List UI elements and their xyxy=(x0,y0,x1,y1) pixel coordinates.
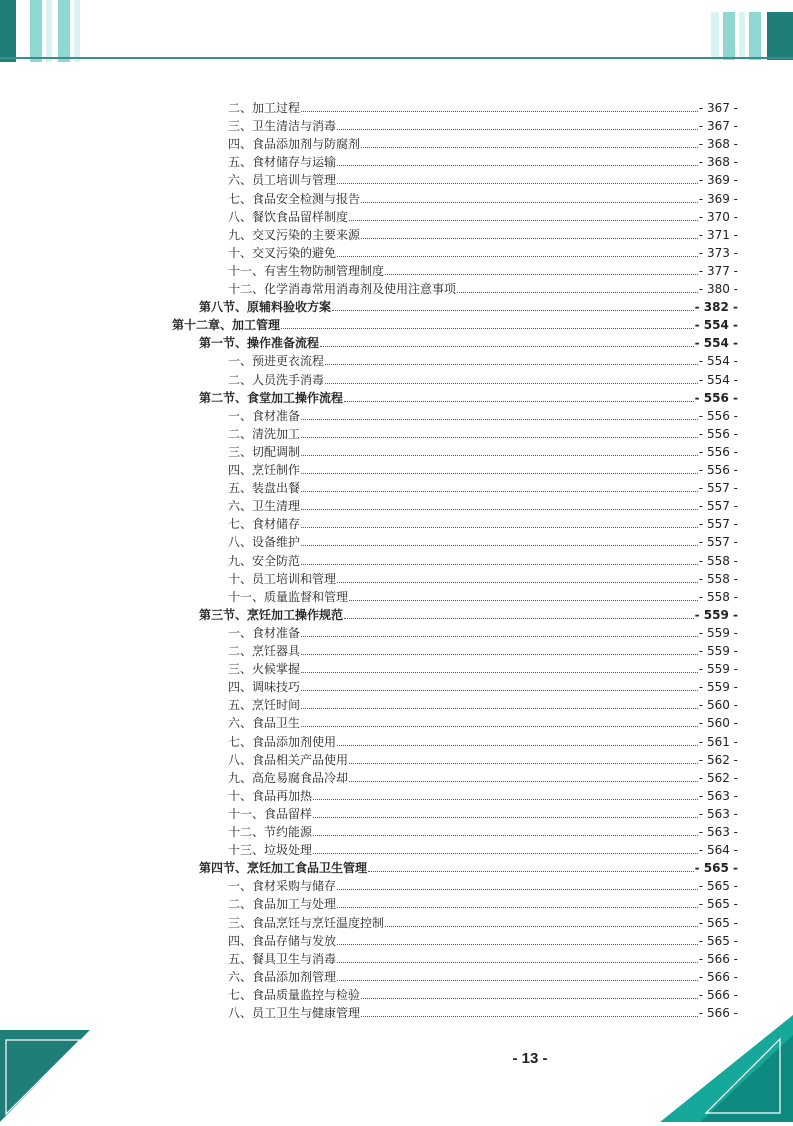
toc-entry-title: 第三节、烹饪加工操作规范 xyxy=(199,607,344,622)
toc-entry-title: 二、食品加工与处理 xyxy=(228,897,337,912)
toc-entry-title: 四、食品添加剂与防腐剂 xyxy=(228,137,361,152)
toc-dot-leader xyxy=(368,870,694,872)
toc-entry-title: 二、人员洗手消毒 xyxy=(228,372,325,387)
header-rule xyxy=(0,57,793,59)
toc-entry-page: - 560 - xyxy=(698,716,738,731)
toc-entry-title: 三、火候掌握 xyxy=(228,662,301,677)
toc-entry[interactable] xyxy=(228,912,738,930)
toc-dot-leader xyxy=(301,725,698,727)
toc-entry[interactable] xyxy=(228,459,738,477)
toc-entry-title: 五、餐具卫生与消毒 xyxy=(228,951,337,966)
toc-dot-leader xyxy=(313,798,698,800)
toc-entry-page: - 377 - xyxy=(698,263,738,278)
toc-dot-leader xyxy=(337,888,698,890)
toc-entry[interactable] xyxy=(228,151,738,169)
toc-entry-title: 一、食材采购与储存 xyxy=(228,879,337,894)
toc-entry-title: 二、烹饪器具 xyxy=(228,644,301,658)
toc-entry[interactable] xyxy=(228,260,738,278)
toc-entry-page: - 565 - xyxy=(694,861,738,876)
toc-entry[interactable] xyxy=(228,712,738,730)
toc-entry-page: - 556 - xyxy=(694,390,738,405)
toc-dot-leader xyxy=(344,617,694,619)
header-decoration-right xyxy=(705,12,793,60)
toc-entry-page: - 557 - xyxy=(698,481,738,496)
toc-entry-title: 十二、节约能源 xyxy=(228,825,313,839)
toc-entry-page: - 563 - xyxy=(698,788,738,803)
toc-entry[interactable] xyxy=(228,586,738,604)
toc-entry-title: 第四节、烹饪加工食品卫生管理 xyxy=(199,861,368,876)
toc-entry-page: - 556 - xyxy=(698,408,738,423)
toc-entry-title: 十、食品再加热 xyxy=(228,788,313,803)
toc-entry-title: 八、餐饮食品留样制度 xyxy=(228,209,349,224)
toc-entry[interactable] xyxy=(172,314,738,332)
toc-entry-title: 十一、质量监督和管理 xyxy=(228,589,349,604)
toc-entry[interactable] xyxy=(228,115,738,133)
toc-entry-page: - 369 - xyxy=(698,191,738,206)
toc-entry-title: 三、食品烹饪与烹饪温度控制 xyxy=(228,915,385,930)
toc-entry-page: - 367 - xyxy=(698,101,738,115)
toc-dot-leader xyxy=(361,997,698,999)
toc-entry-title: 十、员工培训和管理 xyxy=(228,571,337,586)
toc-dot-leader xyxy=(349,219,698,221)
toc-entry-title: 九、高危易腐食品冷却 xyxy=(228,770,349,785)
toc-entry-title: 四、食品存储与发放 xyxy=(228,933,337,948)
toc-entry-page: - 558 - xyxy=(698,553,738,568)
toc-entry-title: 七、食材储存 xyxy=(228,517,301,532)
toc-entry-page: - 554 - xyxy=(698,354,738,369)
toc-entry-page: - 554 - xyxy=(698,372,738,387)
toc-entry-page: - 382 - xyxy=(694,300,738,315)
toc-entry-page: - 556 - xyxy=(698,463,738,477)
toc-entry-title: 二、加工过程 xyxy=(228,101,301,115)
toc-entry-page: - 563 - xyxy=(698,825,738,839)
toc-entry[interactable] xyxy=(228,839,738,857)
toc-dot-leader xyxy=(385,925,698,927)
toc-entry-page: - 556 - xyxy=(698,444,738,459)
toc-entry-title: 第十二章、加工管理 xyxy=(172,318,281,333)
toc-entry-page: - 554 - xyxy=(694,336,738,351)
toc-entry-title: 一、食材准备 xyxy=(228,408,301,423)
toc-entry-title: 六、卫生清理 xyxy=(228,499,301,514)
toc-entry-page: - 559 - xyxy=(698,625,738,640)
toc-dot-leader xyxy=(337,581,698,583)
toc-entry-page: - 557 - xyxy=(698,499,738,514)
toc-entry-title: 八、食品相关产品使用 xyxy=(228,752,349,767)
toc-dot-leader xyxy=(301,635,698,637)
toc-entry[interactable] xyxy=(228,531,738,549)
toc-entry[interactable] xyxy=(228,749,738,767)
toc-entry[interactable] xyxy=(228,369,738,387)
toc-entry-page: - 557 - xyxy=(698,535,738,550)
toc-entry-page: - 566 - xyxy=(698,951,738,966)
toc-dot-leader xyxy=(301,110,698,112)
toc-entry[interactable] xyxy=(228,97,738,115)
toc-dot-leader xyxy=(301,544,698,546)
toc-entry-page: - 556 - xyxy=(698,426,738,441)
toc-entry[interactable] xyxy=(228,278,738,296)
toc-entry-title: 二、清洗加工 xyxy=(228,426,301,441)
toc-dot-leader xyxy=(337,744,698,746)
toc-dot-leader xyxy=(301,508,698,510)
toc-entry[interactable] xyxy=(199,332,738,350)
toc-dot-leader xyxy=(325,363,698,365)
toc-entry-page: - 566 - xyxy=(698,969,738,984)
toc-dot-leader xyxy=(301,490,698,492)
toc-entry-page: - 562 - xyxy=(698,770,738,785)
toc-entry-page: - 560 - xyxy=(698,698,738,713)
toc-entry[interactable] xyxy=(228,948,738,966)
toc-dot-leader xyxy=(337,943,698,945)
toc-entry-title: 四、调味技巧 xyxy=(228,680,301,695)
toc-dot-leader xyxy=(349,762,698,764)
toc-dot-leader xyxy=(361,1015,698,1017)
toc-entry-title: 十二、化学消毒常用消毒剂及使用注意事项 xyxy=(228,282,457,296)
toc-entry-title: 五、装盘出餐 xyxy=(228,481,301,496)
toc-dot-leader xyxy=(332,309,694,311)
toc-entry[interactable] xyxy=(199,857,738,875)
toc-entry[interactable] xyxy=(228,188,738,206)
toc-entry[interactable] xyxy=(228,893,738,911)
toc-entry[interactable] xyxy=(228,224,738,242)
toc-dot-leader xyxy=(361,146,698,148)
toc-entry[interactable] xyxy=(228,676,738,694)
toc-entry[interactable] xyxy=(228,423,738,441)
toc-entry-page: - 367 - xyxy=(698,119,738,134)
toc-entry[interactable] xyxy=(228,875,738,893)
toc-entry-title: 一、食材准备 xyxy=(228,625,301,640)
toc-entry[interactable] xyxy=(228,513,738,531)
toc-dot-leader xyxy=(325,382,698,384)
toc-entry-title: 六、员工培训与管理 xyxy=(228,173,337,188)
toc-entry-page: - 559 - xyxy=(698,680,738,695)
toc-dot-leader xyxy=(320,345,694,347)
toc-entry-page: - 564 - xyxy=(698,843,738,858)
toc-entry[interactable] xyxy=(228,803,738,821)
toc-entry-page: - 373 - xyxy=(698,245,738,260)
toc-entry-title: 一、预进更衣流程 xyxy=(228,354,325,369)
toc-entry-title: 九、交叉污染的主要来源 xyxy=(228,227,361,242)
toc-entry-title: 九、安全防范 xyxy=(228,553,301,568)
toc-entry-title: 四、烹饪制作 xyxy=(228,463,301,477)
toc-dot-leader xyxy=(337,906,698,908)
toc-entry-page: - 566 - xyxy=(698,987,738,1002)
toc-entry-page: - 557 - xyxy=(698,517,738,532)
toc-entry-page: - 558 - xyxy=(698,589,738,604)
toc-dot-leader xyxy=(344,400,694,402)
toc-dot-leader xyxy=(313,816,698,818)
toc-entry-title: 七、食品添加剂使用 xyxy=(228,734,337,749)
toc-entry-page: - 559 - xyxy=(694,607,738,622)
toc-dot-leader xyxy=(337,255,698,257)
toc-entry-page: - 559 - xyxy=(698,644,738,658)
toc-entry[interactable] xyxy=(228,206,738,224)
toc-dot-leader xyxy=(301,689,698,691)
toc-entry-title: 八、设备维护 xyxy=(228,535,301,550)
toc-dot-leader xyxy=(301,418,698,420)
toc-entry[interactable] xyxy=(228,984,738,1002)
toc-entry[interactable] xyxy=(228,694,738,712)
header-stripes-left xyxy=(0,0,110,62)
toc-entry-page: - 554 - xyxy=(694,318,738,333)
toc-entry-page: - 371 - xyxy=(698,227,738,242)
toc-entry-page: - 565 - xyxy=(698,879,738,894)
toc-entry[interactable] xyxy=(228,966,738,984)
toc-dot-leader xyxy=(313,852,698,854)
toc-entry-page: - 561 - xyxy=(698,734,738,749)
toc-entry-title: 第八节、原辅料验收方案 xyxy=(199,300,332,315)
toc-entry[interactable] xyxy=(228,658,738,676)
footer-decoration-left xyxy=(0,1030,100,1122)
toc-entry[interactable] xyxy=(199,604,738,622)
toc-entry[interactable] xyxy=(228,550,738,568)
toc-entry[interactable] xyxy=(228,731,738,749)
toc-entry[interactable] xyxy=(228,640,738,658)
toc-entry-page: - 369 - xyxy=(698,173,738,188)
toc-entry-title: 五、食材储存与运输 xyxy=(228,155,337,170)
toc-entry-page: - 562 - xyxy=(698,752,738,767)
footer-corner-left xyxy=(0,1030,100,1122)
toc-entry-title: 八、员工卫生与健康管理 xyxy=(228,1006,361,1020)
toc-dot-leader xyxy=(281,327,694,329)
toc-dot-leader xyxy=(349,599,698,601)
toc-entry-title: 十三、垃圾处理 xyxy=(228,843,313,858)
toc-entry-title: 十一、食品留样 xyxy=(228,806,313,821)
toc-entry-page: - 370 - xyxy=(698,209,738,224)
toc-entry-title: 三、切配调制 xyxy=(228,444,301,459)
toc-entry-page: - 565 - xyxy=(698,897,738,912)
toc-dot-leader xyxy=(301,436,698,438)
toc-entry-title: 十一、有害生物防制管理制度 xyxy=(228,263,385,278)
toc-entry[interactable] xyxy=(199,387,738,405)
toc-entry[interactable] xyxy=(228,495,738,513)
toc-dot-leader xyxy=(301,563,698,565)
toc-entry[interactable] xyxy=(228,622,738,640)
toc-dot-leader xyxy=(337,164,698,166)
toc-dot-leader xyxy=(301,454,698,456)
toc-entry[interactable] xyxy=(228,169,738,187)
header-decoration-left xyxy=(0,0,110,62)
toc-entry[interactable] xyxy=(228,785,738,803)
toc-entry-title: 第一节、操作准备流程 xyxy=(199,336,320,351)
toc-entry-page: - 558 - xyxy=(698,571,738,586)
toc-entry[interactable] xyxy=(228,568,738,586)
toc-entry-page: - 565 - xyxy=(698,933,738,948)
toc-entry[interactable] xyxy=(228,441,738,459)
toc-entry-page: - 380 - xyxy=(698,282,738,296)
toc-entry-title: 第二节、食堂加工操作流程 xyxy=(199,390,344,405)
toc-dot-leader xyxy=(349,780,698,782)
toc-dot-leader xyxy=(385,273,698,275)
toc-entry-page: - 368 - xyxy=(698,137,738,152)
toc-entry[interactable] xyxy=(228,477,738,495)
toc-entry[interactable] xyxy=(228,242,738,260)
toc-entry[interactable] xyxy=(228,930,738,948)
toc-dot-leader xyxy=(337,961,698,963)
page-number: - 13 - xyxy=(512,1050,548,1067)
toc-entry-title: 六、食品添加剂管理 xyxy=(228,969,337,984)
toc-dot-leader xyxy=(337,979,698,981)
toc-dot-leader xyxy=(337,182,698,184)
toc-entry-page: - 563 - xyxy=(698,806,738,821)
toc-dot-leader xyxy=(361,237,698,239)
toc-entry-page: - 368 - xyxy=(698,155,738,170)
toc-dot-leader xyxy=(301,472,698,474)
toc-entry-title: 十、交叉污染的避免 xyxy=(228,245,337,260)
toc-dot-leader xyxy=(361,201,698,203)
toc-entry-title: 七、食品质量监控与检验 xyxy=(228,987,361,1002)
toc-entry-title: 五、烹饪时间 xyxy=(228,698,301,713)
toc-dot-leader xyxy=(301,653,698,655)
toc-dot-leader xyxy=(301,671,698,673)
toc-entry[interactable] xyxy=(228,821,738,839)
footer-decoration-right xyxy=(660,1015,793,1122)
toc-entry[interactable] xyxy=(228,133,738,151)
toc-entry[interactable] xyxy=(228,405,738,423)
toc-entry-page: - 566 - xyxy=(698,1006,738,1020)
toc-entry[interactable] xyxy=(228,767,738,785)
toc-dot-leader xyxy=(337,128,698,130)
footer-corner-right xyxy=(660,1015,793,1122)
toc-entry[interactable] xyxy=(228,350,738,368)
toc-entry-title: 三、卫生清洁与消毒 xyxy=(228,119,337,134)
toc-entry-page: - 565 - xyxy=(698,915,738,930)
toc-dot-leader xyxy=(457,291,698,293)
toc-dot-leader xyxy=(313,834,698,836)
toc-entry-page: - 559 - xyxy=(698,662,738,677)
toc-entry-title: 六、食品卫生 xyxy=(228,716,301,731)
toc-dot-leader xyxy=(301,526,698,528)
toc-entry-title: 七、食品安全检测与报告 xyxy=(228,191,361,206)
toc-entry[interactable] xyxy=(199,296,738,314)
header-stripes-right xyxy=(705,12,793,60)
toc-dot-leader xyxy=(301,707,698,709)
